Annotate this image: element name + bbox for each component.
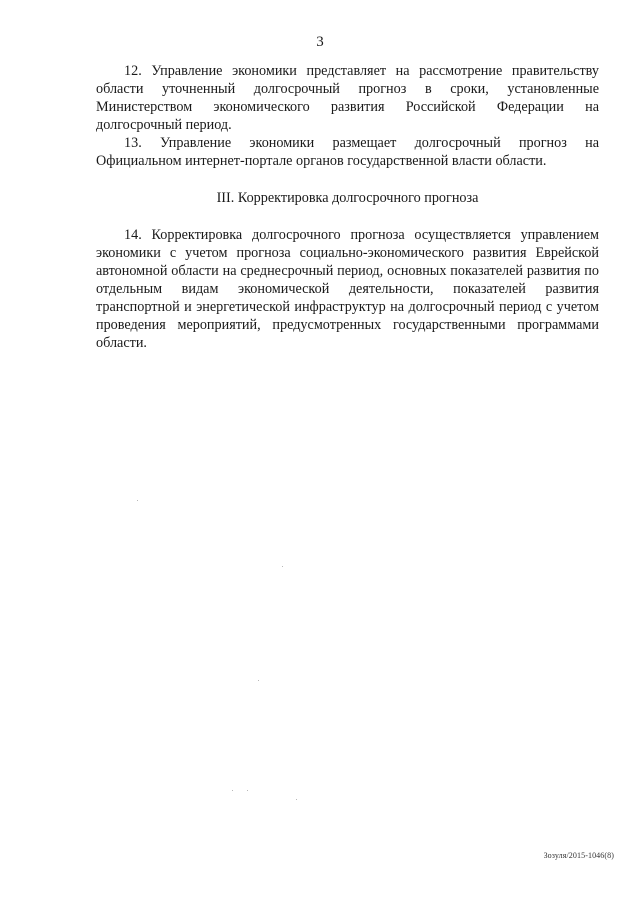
- paragraph-13: 13. Управление экономики размещает долгосрочный прогноз на Официальном интернет-портале органов государственной власти области.: [96, 135, 599, 169]
- document-body: [96, 62, 599, 352]
- footer-code: Зозуля/2015-1046(8): [543, 851, 614, 860]
- paragraph-12: 12. Управление экономики представляет на рассмотрение правительству области уточненный долгосрочный прогноз в сроки, установленные Министерством экономического развития Российской Федерации на долгосрочный период.: [96, 63, 599, 133]
- scan-speck: [258, 680, 259, 681]
- scan-speck: [232, 790, 233, 791]
- scan-speck: [282, 566, 283, 567]
- paragraph-14: 14. Корректировка долгосрочного прогноза осуществляется управлением экономики с учетом прогноза социально-экономического развития Еврейской автономной области на среднесрочный период, основных показателей развития по отдельным видам экономической деятельности, показателей развития транспортной и энергетической инфраструктур на долгосрочный период с учетом проведения мероприятий, предусмотренных государственными программами области.: [96, 227, 599, 351]
- scan-speck: [247, 790, 248, 791]
- scan-speck: [296, 799, 297, 800]
- section-heading: III. Корректировка долгосрочного прогноза: [216, 190, 479, 206]
- scan-speck: [137, 500, 138, 501]
- page-number: 3: [316, 34, 324, 50]
